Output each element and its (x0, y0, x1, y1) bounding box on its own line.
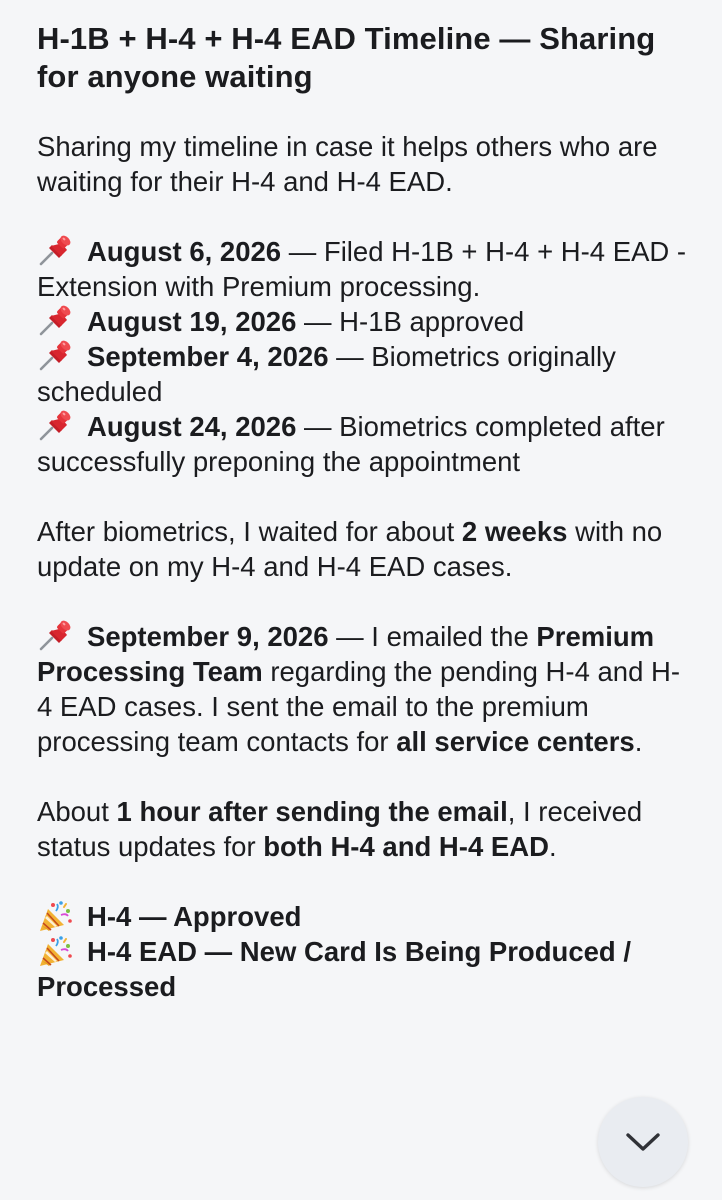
email-paragraph (37, 619, 687, 759)
pushpin-icon (37, 304, 73, 337)
timeline-item (37, 409, 687, 479)
pushpin-icon (37, 234, 73, 267)
timeline-text: — Biometrics originally scheduled (37, 341, 616, 407)
timeline-text: — H-1B approved (296, 306, 525, 337)
email-scope: all service centers (396, 726, 635, 757)
timeline-item (37, 234, 687, 304)
timeline-date: August 24, 2026 (87, 411, 297, 442)
wait-duration: 2 weeks (461, 516, 568, 547)
pushpin-icon (37, 409, 73, 442)
paragraph-spacer (37, 199, 687, 234)
email-text: regarding the pending H-4 and H-4 EAD cases. I sent the email to the premium processing team contacts for (37, 656, 681, 757)
timeline-date: September 4, 2026 (87, 341, 329, 372)
timeline-text: — Biometrics completed after successfully preponing the appointment (37, 411, 665, 477)
intro-paragraph: Sharing my timeline in case it helps others who are waiting for their H-4 and H-4 EAD. (37, 131, 658, 197)
party-popper-icon (37, 899, 75, 933)
result-text: H-4 EAD — New Card Is Being Produced / Processed (37, 936, 631, 1002)
timeline-list (37, 234, 687, 479)
update-text: About (37, 796, 117, 827)
post-body (37, 129, 687, 1004)
wait-paragraph (37, 514, 687, 584)
wait-text-after: with no update on my H-4 and H-4 EAD cases. (37, 516, 663, 582)
post (37, 20, 687, 1004)
update-text: , I received status updates for (37, 796, 643, 862)
timeline-item (37, 304, 687, 339)
timeline-date: August 6, 2026 (87, 236, 282, 267)
party-popper-icon (37, 934, 75, 968)
email-text: — I emailed the (328, 621, 537, 652)
paragraph-spacer (37, 584, 687, 619)
paragraph-spacer (37, 759, 687, 794)
update-text: . (548, 831, 557, 862)
pushpin-icon (37, 339, 73, 372)
chevron-down-icon (624, 1130, 662, 1154)
email-text: . (634, 726, 643, 757)
timeline-date: August 19, 2026 (87, 306, 297, 337)
wait-text-before: After biometrics, I waited for about (37, 516, 462, 547)
result-item (37, 934, 687, 1004)
paragraph-spacer (37, 479, 687, 514)
timeline-item (37, 339, 687, 409)
pushpin-icon (37, 619, 73, 652)
update-timing: 1 hour after sending the email (116, 796, 508, 827)
paragraph-spacer (37, 864, 687, 899)
email-team: Premium Processing Team (37, 621, 655, 687)
update-cases: both H-4 and H-4 EAD (263, 831, 549, 862)
result-item (37, 899, 687, 934)
results-list (37, 899, 687, 1004)
result-text: H-4 — Approved (87, 901, 302, 932)
update-paragraph (37, 794, 687, 864)
timeline-text: — Filed H-1B + H-4 + H-4 EAD - Extension with Premium processing. (37, 236, 687, 302)
scroll-down-button[interactable] (598, 1097, 688, 1187)
post-title: H-1B + H-4 + H-4 EAD Timeline — Sharing for anyone waiting (37, 21, 656, 94)
email-date: September 9, 2026 (87, 621, 329, 652)
